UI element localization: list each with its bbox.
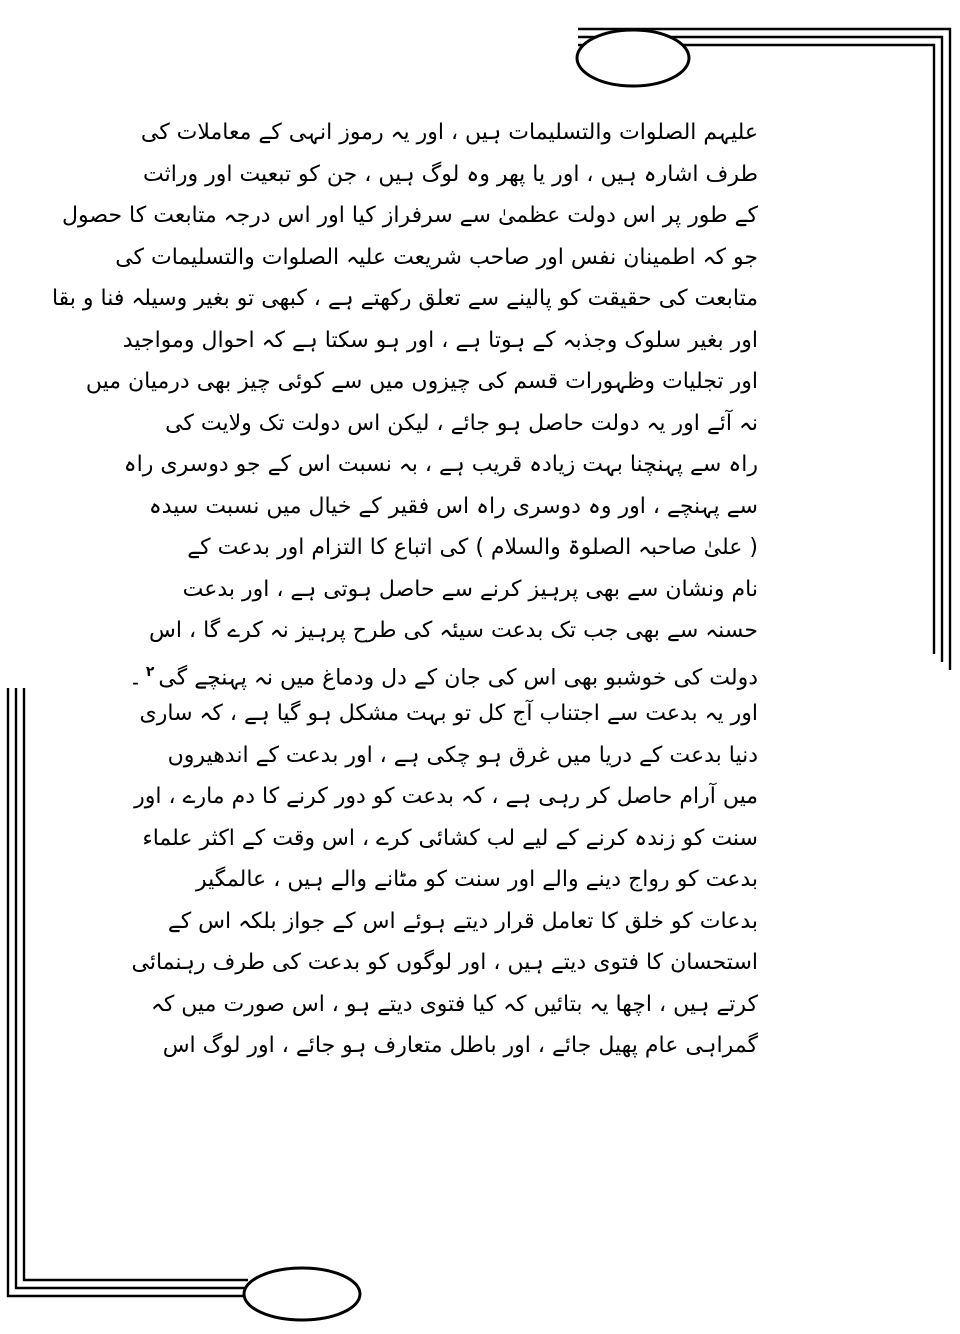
text-line: سے پہنچے ، اور وہ دوسری راہ اس فقیر کے خیال میں نسبت سیدہ: [148, 493, 758, 519]
text-line: کرتے ہیں ، اچھا یہ بتائیں کہ کیا فتوی دیتے ہو ، اس صورت میں کہ: [150, 991, 758, 1017]
text-line: جو کہ اطمینان نفس اور صاحب شریعت علیہ الصلوات والتسلیمات کی: [115, 244, 758, 270]
paragraph: [51, 112, 758, 693]
text-line: نہ آئے اور یہ دولت حاصل ہو جائے ، لیکن اس دولت تک ولایت کی: [165, 410, 758, 436]
text-line: طرف اشارہ ہیں ، اور یا پھر وہ لوگ ہیں ، جن کو تبعیت اور وراثت: [143, 161, 758, 187]
bottom-oval-ornament: [244, 1268, 360, 1320]
text-line: اور تجلیات وظہورات قسم کی چیزوں میں سے کوئی چیز بھی درمیان میں: [85, 369, 758, 394]
text-line: نام ونشان سے بھی پرہیز کرنے سے حاصل ہوتی ہے ، اور بدعت: [182, 576, 758, 602]
text-line: بدعات کو خلق کا تعامل قرار دیتے ہوئے اس کے جواز بلکہ اس کے: [167, 908, 758, 934]
text-line: دولت کی خوشبو بھی اس کی جان کے دل ودماغ میں نہ پہنچے گی: [158, 664, 758, 690]
text-line: استحسان کا فتوی دیتے ہیں ، اور لوگوں کو بدعت کی طرف رہنمائی: [131, 950, 758, 975]
text-line: دنیا بدعت کے دریا میں غرق ہو چکی ہے ، اور بدعت کے اندھیروں: [167, 742, 758, 768]
text-line: متابعت کی حقیقت کو پالینے سے تعلق رکھتے ہے ، کبھی تو بغیر وسیلہ فنا و بقا: [51, 286, 758, 311]
text-line-with-footnote: [128, 652, 758, 694]
text-line: اور بغیر سلوک وجذبہ کے ہوتا ہے ، اور ہو سکتا ہے کہ احوال ومواجید: [122, 327, 758, 353]
text-line: گمراہی عام پھیل جائے ، اور باطل متعارف ہو جائے ، اور لوگ اس: [162, 1033, 758, 1058]
footnote-marker: ۲: [145, 663, 155, 680]
text-line: راہ سے پہنچنا بہت زیادہ قریب ہے ، بہ نسبت اس کے جو دوسری راہ: [123, 452, 758, 477]
text-line: بدعت کو رواج دینے والے اور سنت کو مٹانے والے ہیں ، عالمگیر: [196, 867, 758, 892]
top-oval-ornament: [577, 30, 689, 86]
text-line: ( علیٰ صاحبہ الصلوۃ والسلام ) کی اتباع کا التزام اور بدعت کے: [187, 535, 758, 560]
text-line: اور یہ بدعت سے اجتناب آج کل تو بہت مشکل ہو گیا ہے ، کہ ساری: [139, 701, 758, 726]
end-mark: ۔: [128, 664, 142, 690]
text-line: سنت کو زندہ کرنے کے لیے لب کشائی کرے ، اس وقت کے اکثر علماء: [142, 825, 758, 851]
urdu-text-block: [51, 112, 758, 1067]
text-line: علیہم الصلوات والتسلیمات ہیں ، اور یہ رموز انہی کے معاملات کی: [140, 120, 758, 145]
text-line: کے طور پر اس دولت عظمیٰ سے سرفراز کیا اور اس درجہ متابعت کا حصول: [62, 203, 758, 228]
paragraph: [131, 693, 758, 1067]
text-line: حسنہ سے بھی جب تک بدعت سیئہ کی طرح پرہیز نہ کرے گا ، اس: [149, 618, 758, 643]
text-line: میں آرام حاصل کر رہی ہے ، کہ بدعت کو دور کرنے کا دم مارے ، اور: [134, 784, 758, 809]
